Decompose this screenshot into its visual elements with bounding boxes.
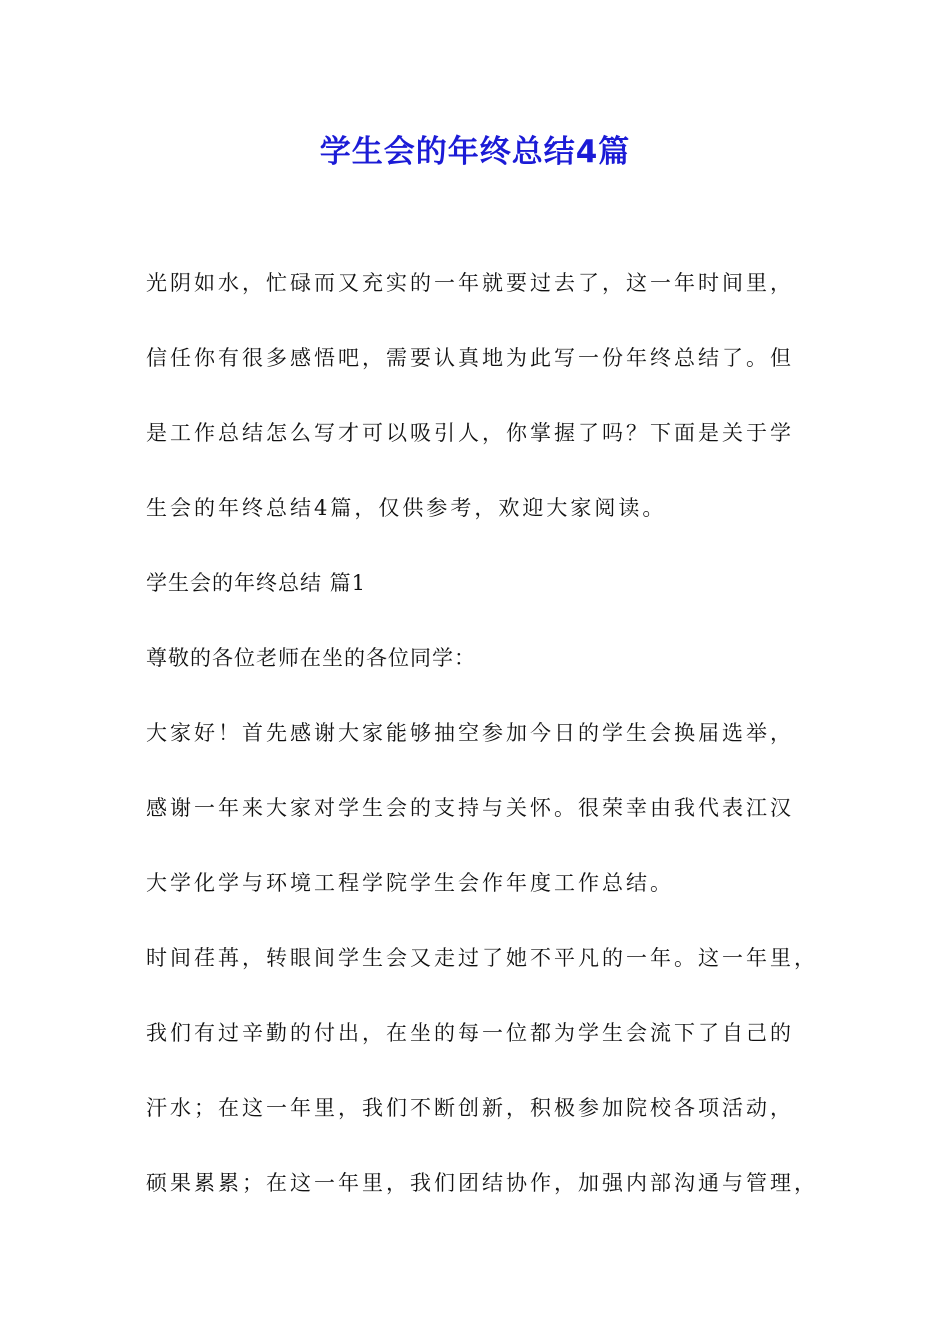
paragraph-line: 硕果累累；在这一年里，我们团结协作，加强内部沟通与管理， [146,1171,818,1195]
section-heading: 学生会的年终总结 篇1 [146,571,367,595]
salutation-line: 尊敬的各位老师在坐的各位同学： [146,646,476,670]
paragraph-line: 汗水；在这一年里，我们不断创新，积极参加院校各项活动， [146,1096,794,1120]
paragraph-line: 感谢一年来大家对学生会的支持与关怀。很荣幸由我代表江汉 [146,796,794,820]
paragraph-line: 光阴如水，忙碌而又充实的一年就要过去了，这一年时间里， [146,271,794,295]
document-title: 学生会的年终总结4篇 [319,134,631,170]
paragraph-line: 时间荏苒，转眼间学生会又走过了她不平凡的一年。这一年里， [146,946,818,970]
paragraph-line: 生会的年终总结4篇，仅供参考，欢迎大家阅读。 [146,496,667,520]
paragraph-line: 信任你有很多感悟吧，需要认真地为此写一份年终总结了。但 [146,346,794,370]
paragraph-line: 大家好！首先感谢大家能够抽空参加今日的学生会换届选举， [146,721,794,745]
paragraph-line: 大学化学与环境工程学院学生会作年度工作总结。 [146,871,674,895]
paragraph-line: 是工作总结怎么写才可以吸引人，你掌握了吗？下面是关于学 [146,421,794,445]
paragraph-line: 我们有过辛勤的付出，在坐的每一位都为学生会流下了自己的 [146,1021,794,1045]
